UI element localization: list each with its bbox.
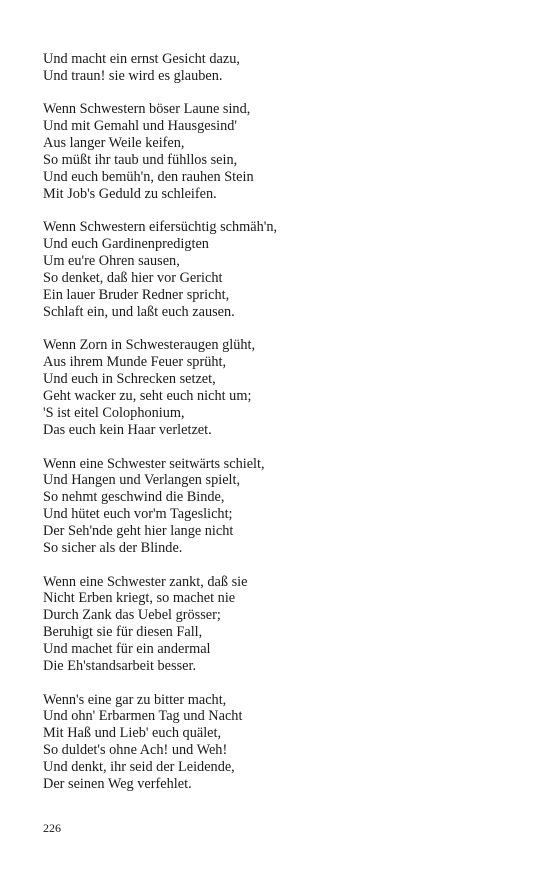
stanza <box>43 337 523 438</box>
poem-line: Nicht Erben kriegt, so machet nie <box>43 590 236 607</box>
poem-line: Und traun! sie wird es glauben. <box>43 67 223 84</box>
poem-line: Der seinen Weg verfehlet. <box>43 776 192 793</box>
poem-line: So nehmt geschwind die Binde, <box>43 489 225 506</box>
poem-line: Und euch Gardinenpredigten <box>43 236 209 253</box>
poem-line: Wenn eine Schwester zankt, daß sie <box>43 573 248 590</box>
poem-line: Wenn Schwestern böser Laune sind, <box>43 101 251 118</box>
poem-line: So duldet's ohne Ach! und Weh! <box>43 742 228 759</box>
poem-line: Der Seh'nde geht hier lange nicht <box>43 523 234 540</box>
poem-line: Und macht ein ernst Gesicht dazu, <box>43 51 240 67</box>
poem-line: Ein lauer Bruder Redner spricht, <box>43 287 230 304</box>
stanza <box>43 51 523 85</box>
poem-line: Geht wacker zu, seht euch nicht um; <box>43 388 252 405</box>
poem-text <box>43 51 523 810</box>
stanza <box>43 219 523 320</box>
poem-line: 'S ist eitel Colophonium, <box>43 405 185 422</box>
poem-line: Das euch kein Haar verletzet. <box>43 422 212 438</box>
poem-line: Und mit Gemahl und Hausgesind' <box>43 118 237 135</box>
stanza <box>43 692 523 793</box>
poem-line: So sicher als der Blinde. <box>43 540 183 557</box>
stanza <box>43 101 523 202</box>
poem-line: Wenn Schwestern eifersüchtig schmäh'n, <box>43 219 278 236</box>
poem-line: Und hütet euch vor'm Tageslicht; <box>43 506 233 523</box>
poem-line: Um eu're Ohren sausen, <box>43 253 180 270</box>
stanza <box>43 574 523 675</box>
poem-line: Wenn's eine gar zu bitter macht, <box>43 691 227 708</box>
poem-line: Und machet für ein andermal <box>43 641 211 658</box>
poem-line: Und ohn' Erbarmen Tag und Nacht <box>43 708 243 725</box>
poem-line: So müßt ihr taub und fühllos sein, <box>43 152 238 169</box>
page-number: 226 <box>43 821 61 835</box>
poem-line: So denket, daß hier vor Gericht <box>43 270 223 287</box>
poem-line: Mit Haß und Lieb' euch quälet, <box>43 725 222 742</box>
stanza <box>43 456 523 557</box>
poem-line: Mit Job's Geduld zu schleifen. <box>43 185 217 202</box>
poem-line: Aus ihrem Munde Feuer sprüht, <box>43 354 227 371</box>
poem-line: Beruhigt sie für diesen Fall, <box>43 624 203 641</box>
poem-line: Und Hangen und Verlangen spielt, <box>43 472 241 489</box>
poem-line: Schlaft ein, und laßt euch zausen. <box>43 303 235 320</box>
poem-line: Wenn eine Schwester seitwärts schielt, <box>43 455 265 472</box>
poem-line: Durch Zank das Uebel grösser; <box>43 607 221 624</box>
poem-line: Und denkt, ihr seid der Leidende, <box>43 759 235 776</box>
poem-line: Und euch bemüh'n, den rauhen Stein <box>43 169 254 186</box>
poem-line: Wenn Zorn in Schwesteraugen glüht, <box>43 337 256 354</box>
poem-line: Aus langer Weile keifen, <box>43 135 185 152</box>
poem-line: Und euch in Schrecken setzet, <box>43 371 216 388</box>
poem-line: Die Eh'standsarbeit besser. <box>43 658 197 675</box>
